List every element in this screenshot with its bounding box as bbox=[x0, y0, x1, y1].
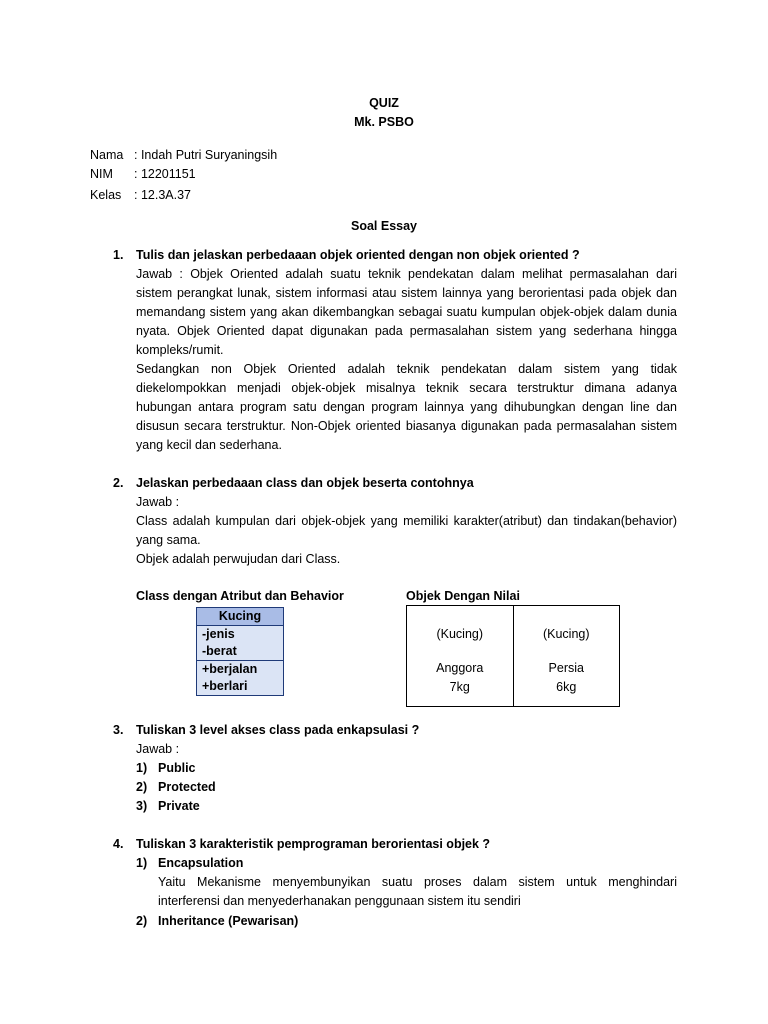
object-name: Persia bbox=[548, 661, 584, 675]
identity-value-nim: : 12201151 bbox=[134, 167, 196, 181]
q4-number: 4. bbox=[113, 837, 124, 851]
q2-answer-line: Class adalah kumpulan dari objek-objek yang memiliki karakter(atribut) dan tindakan(behavior) bbox=[136, 514, 677, 528]
q2-question: Jelaskan perbedaaan class dan objek beserta contohnya bbox=[136, 476, 474, 490]
q1-answer-line: diekelompokkan menjadi objek-objek misalnya teknik secara terstruktur dimana adanya bbox=[136, 381, 677, 395]
class-method: +berjalan bbox=[202, 662, 258, 676]
q1-answer-line: Jawab : Objek Oriented adalah suatu teknik pendekatan dalam melihat permasalahan dari bbox=[136, 267, 677, 281]
class-caption: Class dengan Atribut dan Behavior bbox=[136, 589, 344, 603]
class-method: +berlari bbox=[202, 679, 248, 693]
identity-label-nama: Nama bbox=[90, 148, 124, 162]
q1-answer-line: sistem perangkat lunak, sistem informasi atau sistem lainnya yang berorientasi pada objek dan bbox=[136, 286, 677, 300]
q3-number: 3. bbox=[113, 723, 124, 737]
q1-answer-line: nyata. Objek Oriented dapat digunakan pada permasalahan sistem yang sederhana hingga bbox=[136, 324, 677, 338]
q1-question: Tulis dan jelaskan perbedaaan objek oriented dengan non objek oriented ? bbox=[136, 248, 580, 262]
q4-question: Tuliskan 3 karakteristik pemprograman berorientasi objek ? bbox=[136, 837, 491, 851]
object-value: 6kg bbox=[556, 680, 577, 694]
object-value: 7kg bbox=[449, 680, 470, 694]
object-type: (Kucing) bbox=[436, 627, 484, 641]
q3-item-text: Protected bbox=[158, 780, 216, 794]
q4-item-number: 2) bbox=[136, 914, 148, 928]
class-attribute: -berat bbox=[202, 644, 237, 658]
identity-label-kelas: Kelas bbox=[90, 188, 122, 202]
identity-label-nim: NIM bbox=[90, 167, 113, 181]
quiz-title: QUIZ bbox=[369, 96, 399, 110]
q3-answer-label: Jawab : bbox=[136, 742, 180, 756]
q3-item-number: 2) bbox=[136, 780, 148, 794]
q4-item-line: interferensi dan menyederhanakan penggunaan sistem itu sendiri bbox=[158, 894, 521, 908]
q2-answer-line: Jawab : bbox=[136, 495, 180, 509]
q1-answer-line: yang kecil dan sederhana. bbox=[136, 438, 282, 452]
class-name-cell: Kucing bbox=[197, 608, 284, 626]
identity-value-kelas: : 12.3A.37 bbox=[134, 188, 191, 202]
object-name: Anggora bbox=[436, 661, 484, 675]
q4-item-title: Encapsulation bbox=[158, 856, 244, 870]
q1-answer-line: disusun secara terstruktur. Non-Objek oriented biasanya digunakan pada permasalahan sistem bbox=[136, 419, 677, 433]
class-attributes-cell bbox=[197, 626, 284, 661]
identity-value-nama: : Indah Putri Suryaningsih bbox=[134, 148, 278, 162]
q3-item-number: 3) bbox=[136, 799, 148, 813]
section-title: Soal Essay bbox=[350, 219, 417, 233]
q4-item-line: Yaitu Mekanisme menyembunyikan suatu proses dalam sistem untuk menghindari bbox=[158, 875, 677, 889]
q1-answer-line: kompleks/rumit. bbox=[136, 343, 224, 357]
q1-answer-line: memandang sistem yang akan dikembangkan sebagai suatu kumpulan objek-objek dalam dunia bbox=[136, 305, 677, 319]
q2-answer-line: yang sama. bbox=[136, 533, 201, 547]
q2-answer-line: Objek adalah perwujudan dari Class. bbox=[136, 552, 341, 566]
object-instance-persia bbox=[513, 606, 620, 706]
q3-question: Tuliskan 3 level akses class pada enkapsulasi ? bbox=[136, 723, 420, 737]
object-caption: Objek Dengan Nilai bbox=[406, 589, 520, 603]
q4-item-number: 1) bbox=[136, 856, 148, 870]
q4-item-title: Inheritance (Pewarisan) bbox=[158, 914, 299, 928]
q3-item-number: 1) bbox=[136, 761, 148, 775]
course-subtitle: Mk. PSBO bbox=[354, 115, 414, 129]
object-instances-box bbox=[406, 605, 620, 707]
q1-number: 1. bbox=[113, 248, 124, 262]
object-instance-anggora bbox=[407, 606, 513, 706]
q1-answer-line: Sedangkan non Objek Oriented adalah teknik pendekatan dalam sistem yang tidak bbox=[136, 362, 677, 376]
class-diagram-table bbox=[196, 607, 284, 696]
q3-item-text: Public bbox=[158, 761, 196, 775]
class-attribute: -jenis bbox=[202, 627, 235, 641]
class-methods-cell bbox=[197, 661, 284, 696]
object-type: (Kucing) bbox=[542, 627, 590, 641]
q1-answer-line: hubungan antara program satu dengan program lainnya yang dihubungkan dengan line dan bbox=[136, 400, 677, 414]
q3-item-text: Private bbox=[158, 799, 200, 813]
q2-number: 2. bbox=[113, 476, 124, 490]
